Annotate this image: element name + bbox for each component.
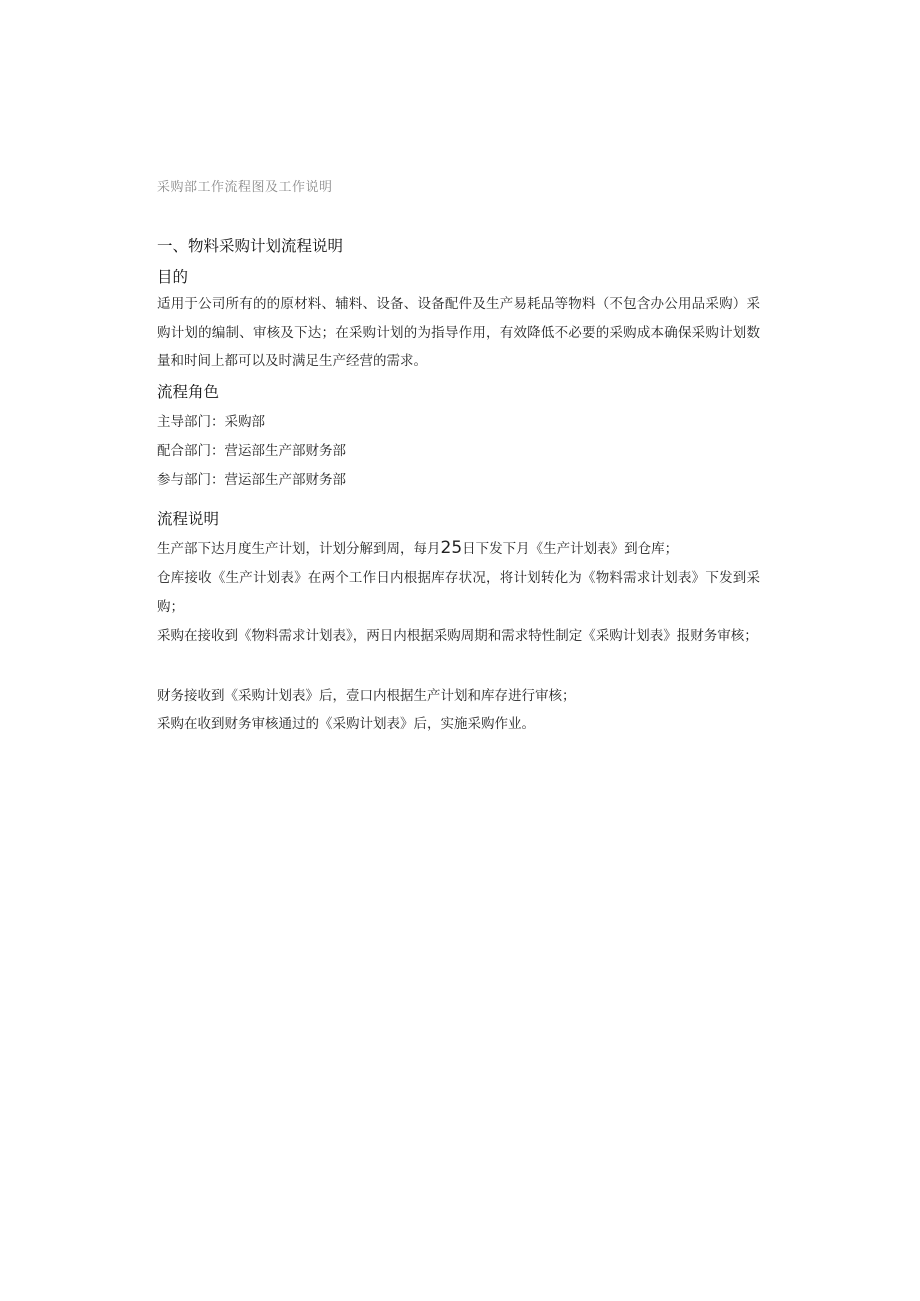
- role-cooperating-departments: 配合部门：营运部生产部财务部: [157, 443, 346, 459]
- role-lead-department: 主导部门：采购部: [157, 414, 265, 430]
- role-participating-departments: 参与部门：营运部生产部财务部: [157, 472, 346, 488]
- roles-heading: 流程角色: [157, 383, 220, 401]
- process-step-2: 仓库接收《生产计划表》在两个工作日内根据库存状况，将计划转化为《物料需求计划表》下发到采购；: [157, 570, 760, 615]
- process-step-4: 财务接收到《采购计划表》后，壹口内根据生产计划和库存进行审核；: [157, 688, 576, 704]
- purpose-paragraph: 适用于公司所有的的原材料、辅料、设备、设备配件及生产易耗品等物料（不包含办公用品采购）采购计划的编制、审核及下达；在采购计划的为指导作用，有效降低不必要的采购成本确保采购计划数量和时间上都可以及时满足生产经营的需求。: [157, 296, 760, 369]
- process-step-3: 采购在接收到《物料需求计划表》，两日内根据采购周期和需求特性制定《采购计划表》报财务审核；: [157, 628, 758, 644]
- process-step-1: [157, 534, 760, 564]
- step1-text-before: 生产部下达月度生产计划，计划分解到周，每月: [157, 541, 441, 557]
- purpose-heading: 目的: [157, 268, 189, 286]
- document-title: 采购部工作流程图及工作说明: [157, 180, 333, 195]
- section-heading: 一、物料采购计划流程说明: [157, 237, 344, 255]
- step1-text-after: 日下发下月《生产计划表》到仓库；: [462, 541, 679, 557]
- process-heading: 流程说明: [157, 510, 220, 528]
- process-step-5: 采购在收到财务审核通过的《采购计划表》后，实施采购作业。: [157, 716, 535, 732]
- step1-day-number: 25: [440, 538, 463, 558]
